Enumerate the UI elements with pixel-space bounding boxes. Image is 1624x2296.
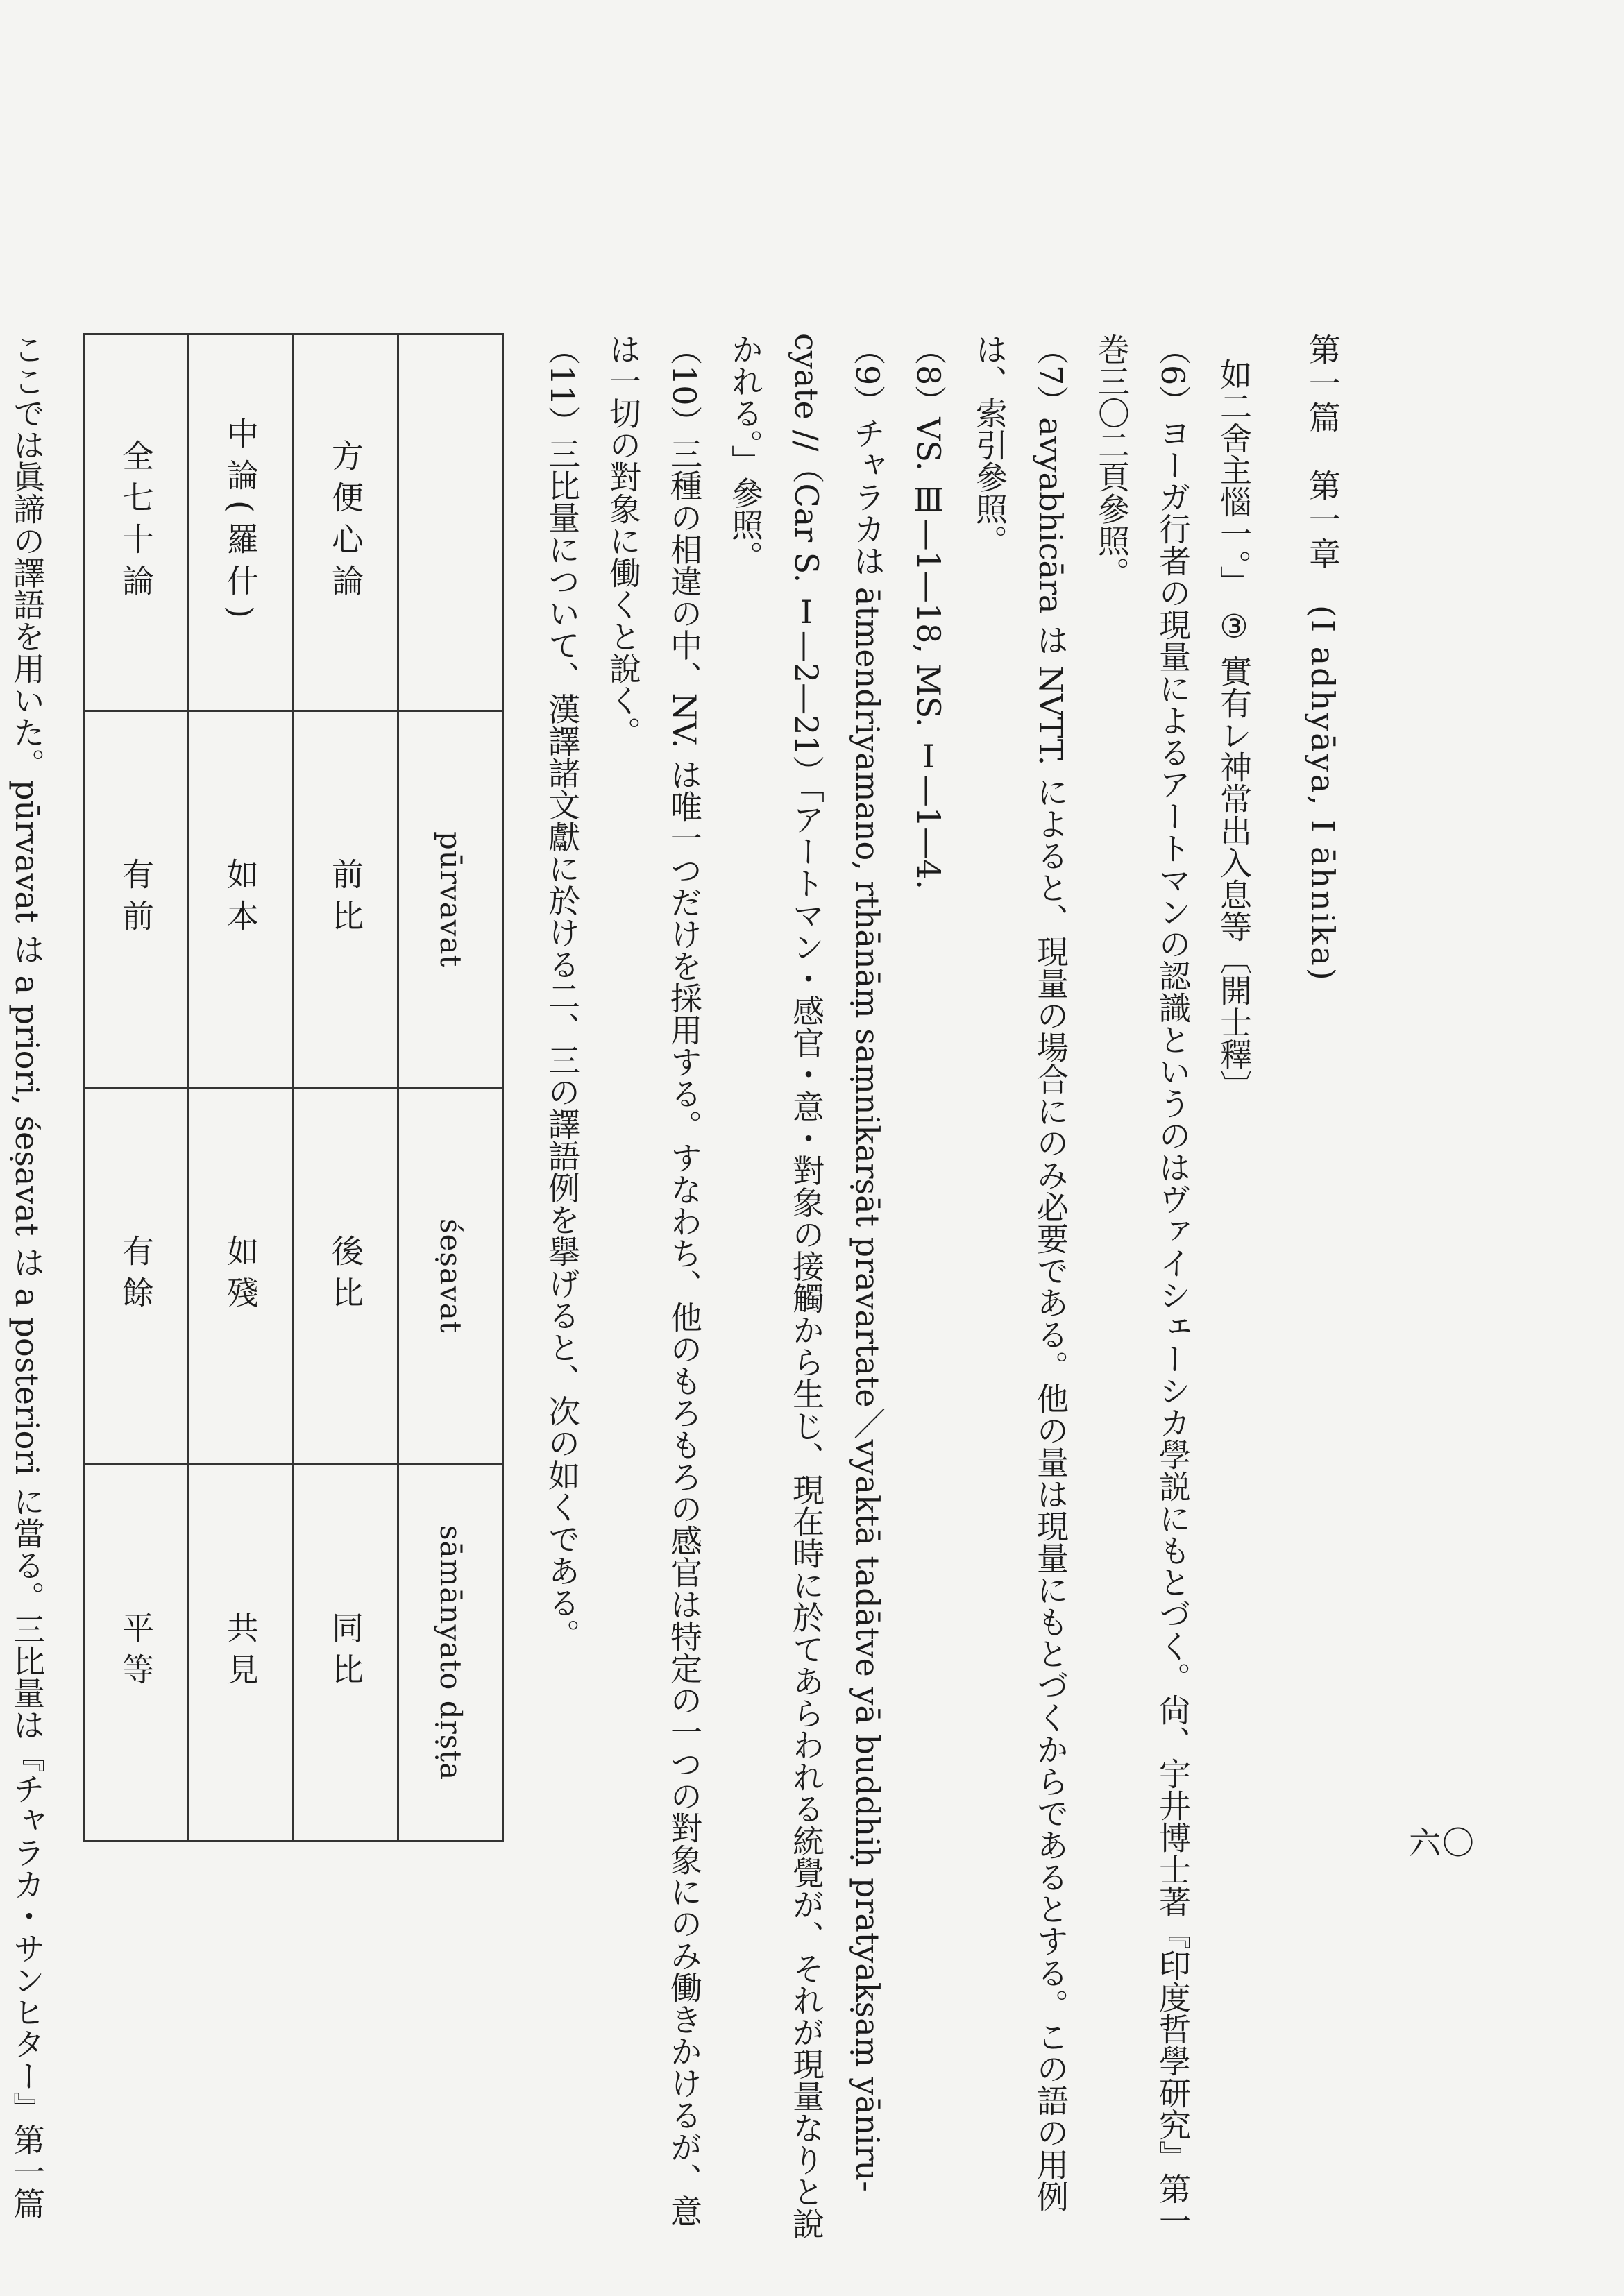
page-number: 六〇 xyxy=(1409,1824,1475,1862)
translation-table-block xyxy=(83,333,504,2248)
table-cell: 後比 xyxy=(294,1088,398,1465)
page-body xyxy=(0,333,1353,2248)
row-label: 方便心論 xyxy=(294,334,398,711)
table-row xyxy=(189,334,294,1842)
table-corner-cell xyxy=(398,334,503,711)
table-cell: 如本 xyxy=(189,711,294,1088)
row-label: 中論(羅什) xyxy=(189,334,294,711)
column-header: śeṣavat xyxy=(398,1088,503,1465)
column-header: pūrvavat xyxy=(398,711,503,1088)
note-8: （8）VS. Ⅲ—1—18, MS. Ⅰ—1—4. xyxy=(910,333,947,890)
paragraph-continuation: 如二舍主惱一。」 ③ 實有レ神常出入息等〔開士釋〕 xyxy=(1215,358,1253,1103)
column-header: sāmānyato dṛṣṭa xyxy=(398,1465,503,1842)
table-cell: 平等 xyxy=(84,1465,189,1842)
table-cell: 如殘 xyxy=(189,1088,294,1465)
running-header: 第一篇 第一章 (I adhyāya, I āhnika) xyxy=(1304,333,1342,983)
row-label: 全七十論 xyxy=(84,334,189,711)
note-10: （10）三種の相違の中、NV. は唯一つだけを採用する。すなわち、他のもろもろの感官は特定の一つの對象にのみ働きかけるが、意は一切の對象に働くと說く。 xyxy=(604,333,703,2227)
closing-paragraph: ここでは眞諦の譯語を用いた。pūrvavat は a priori, śeṣavat は a posteriori に當る。三比量は『チャラカ・サンヒター』第一篇 xyxy=(8,333,46,2220)
note-6: （6）ヨーガ行者の現量によるアートマンの認識というのはヴァイシェーシカ學説にもとづく。尙、宇井博士著『印度哲學研究』第一巻三〇二頁參照。 xyxy=(1093,333,1192,2237)
note-11: （11）三比量について、漢譯諸文獻に於ける二、三の譯語例を擧げると、次の如くである。 xyxy=(543,333,581,1651)
table-cell: 共見 xyxy=(189,1465,294,1842)
table-row xyxy=(294,334,398,1842)
note-9: （9）チャラカは ātmendriyamano, rthānāṃ saṃnikarṣāt pravartate／vyaktā tadātve yā buddhiḥ pratyakṣaṃ yāniru-cyate //（Car S. Ⅰ—2—21）「アートマン・感官・意・對象の接觸から生じ、現在時に於てあらわれる統覺が、それが現量なりと說かれる。」參照。 xyxy=(727,333,886,2240)
table-cell: 前比 xyxy=(294,711,398,1088)
table-cell: 有前 xyxy=(84,711,189,1088)
note-7: （7）avyabhicāra は NVTT. によると、現量の場合にのみ必要である。他の量は現量にもとづくからであるとする。この語の用例は、索引參照。 xyxy=(971,333,1069,2212)
table-cell: 同比 xyxy=(294,1465,398,1842)
translation-table xyxy=(83,333,504,1842)
table-row xyxy=(84,334,189,1842)
table-header-row xyxy=(398,334,503,1842)
table-cell: 有餘 xyxy=(84,1088,189,1465)
